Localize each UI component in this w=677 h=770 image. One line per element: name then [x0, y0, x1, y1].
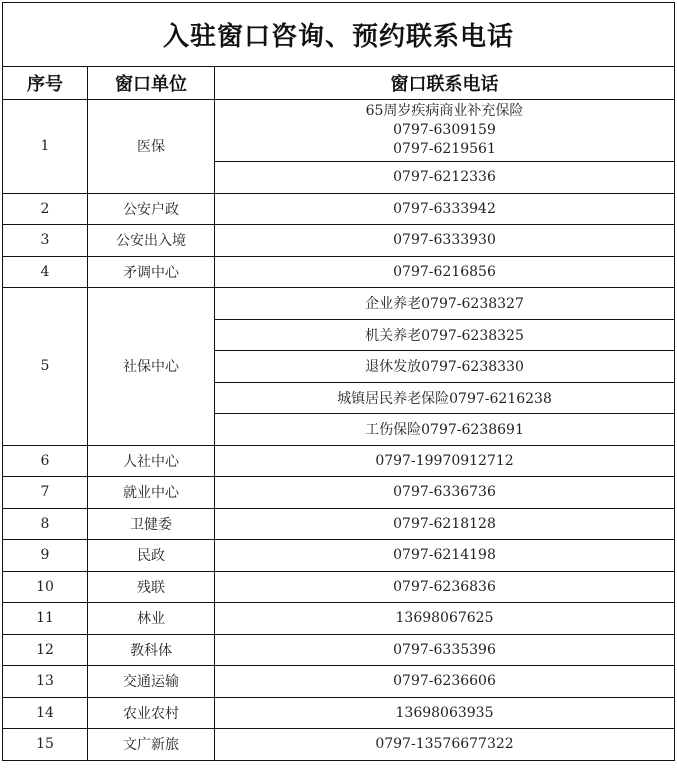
row-unit: 公安户政	[88, 193, 215, 225]
row-phone: 工伤保险0797-6238691	[215, 414, 675, 446]
table-row	[3, 445, 675, 477]
row-unit: 农业农村	[88, 697, 215, 729]
row-phone: 13698067625	[215, 603, 675, 635]
row-number: 10	[3, 571, 88, 603]
row-unit: 公安出入境	[88, 225, 215, 257]
row-phone: 0797-6333930	[215, 225, 675, 257]
row-number: 2	[3, 193, 88, 225]
row-number: 5	[3, 288, 88, 446]
table-row	[3, 225, 675, 257]
row-unit: 卫健委	[88, 508, 215, 540]
row-phone: 0797-6335396	[215, 634, 675, 666]
phone-line: 0797-6219561	[393, 141, 496, 157]
table-row	[3, 508, 675, 540]
table-row	[3, 697, 675, 729]
contact-table	[2, 2, 675, 761]
header-phone: 窗口联系电话	[215, 67, 675, 100]
row-unit: 人社中心	[88, 445, 215, 477]
row-phone: 0797-6212336	[215, 162, 675, 194]
table-row	[3, 193, 675, 225]
row-number: 12	[3, 634, 88, 666]
row-phone: 0797-6236836	[215, 571, 675, 603]
row-phone	[215, 100, 675, 162]
table-row	[3, 100, 675, 162]
row-phone: 0797-6214198	[215, 540, 675, 572]
row-unit: 民政	[88, 540, 215, 572]
phone-line: 0797-6309159	[393, 122, 496, 138]
table-row	[3, 256, 675, 288]
row-number: 9	[3, 540, 88, 572]
row-number: 14	[3, 697, 88, 729]
row-phone: 退休发放0797-6238330	[215, 351, 675, 383]
table-row	[3, 540, 675, 572]
header-no: 序号	[3, 67, 88, 100]
row-phone: 0797-6336736	[215, 477, 675, 509]
table-row	[3, 571, 675, 603]
table-row	[3, 729, 675, 761]
row-phone: 机关养老0797-6238325	[215, 319, 675, 351]
table-row	[3, 666, 675, 698]
table-row	[3, 634, 675, 666]
row-unit: 交通运输	[88, 666, 215, 698]
row-unit: 残联	[88, 571, 215, 603]
row-unit: 文广新旅	[88, 729, 215, 761]
row-unit: 林业	[88, 603, 215, 635]
phone-line: 65周岁疾病商业补充保险	[365, 103, 524, 119]
row-phone: 企业养老0797-6238327	[215, 288, 675, 320]
row-phone: 0797-6236606	[215, 666, 675, 698]
row-unit: 社保中心	[88, 288, 215, 446]
row-number: 7	[3, 477, 88, 509]
row-number: 6	[3, 445, 88, 477]
row-phone: 0797-13576677322	[215, 729, 675, 761]
row-phone: 城镇居民养老保险0797-6216238	[215, 382, 675, 414]
table-title: 入驻窗口咨询、预约联系电话	[3, 3, 675, 67]
row-number: 15	[3, 729, 88, 761]
table-row	[3, 477, 675, 509]
row-unit: 医保	[88, 100, 215, 194]
table-row	[3, 603, 675, 635]
row-phone: 13698063935	[215, 697, 675, 729]
header-unit: 窗口单位	[88, 67, 215, 100]
row-number: 3	[3, 225, 88, 257]
row-unit: 就业中心	[88, 477, 215, 509]
row-number: 1	[3, 100, 88, 194]
row-number: 11	[3, 603, 88, 635]
row-number: 13	[3, 666, 88, 698]
row-phone: 0797-6218128	[215, 508, 675, 540]
row-number: 4	[3, 256, 88, 288]
row-phone: 0797-6333942	[215, 193, 675, 225]
table-row	[3, 288, 675, 320]
row-phone: 0797-6216856	[215, 256, 675, 288]
row-unit: 教科体	[88, 634, 215, 666]
row-unit: 矛调中心	[88, 256, 215, 288]
row-number: 8	[3, 508, 88, 540]
row-phone: 0797-19970912712	[215, 445, 675, 477]
